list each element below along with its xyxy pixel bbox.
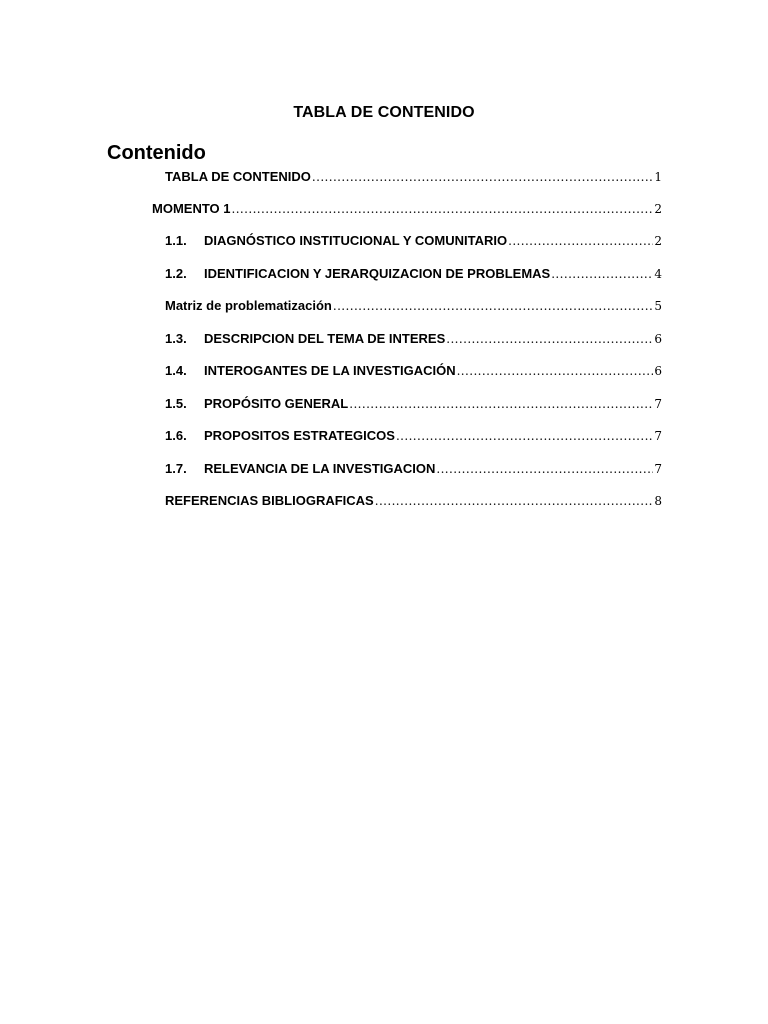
toc-dot-leader xyxy=(508,234,653,248)
toc-page-number: 8 xyxy=(654,494,662,508)
toc-dot-leader xyxy=(349,397,653,411)
toc-dot-leader xyxy=(551,267,653,281)
toc-entry-text: IDENTIFICACION Y JERARQUIZACION DE PROBLEMAS xyxy=(204,266,551,281)
toc-page-number: 7 xyxy=(654,397,662,411)
toc-page-number: 6 xyxy=(654,332,662,346)
toc-entry-referencias[interactable] xyxy=(165,493,662,511)
toc-page-number: 2 xyxy=(654,234,662,248)
toc-entry-text: PROPÓSITO GENERAL xyxy=(204,396,349,411)
toc-entry-1-4[interactable] xyxy=(165,363,662,381)
toc-page-number: 7 xyxy=(654,462,662,476)
toc-entry-1-1[interactable] xyxy=(165,233,662,251)
toc-entry-1-3[interactable] xyxy=(165,331,662,349)
toc-page-number: 6 xyxy=(654,364,662,378)
toc-entry-text: PROPOSITOS ESTRATEGICOS xyxy=(204,428,395,443)
toc-page-number: 5 xyxy=(654,299,662,313)
toc-page-number: 1 xyxy=(654,170,662,184)
toc-entry-1-6[interactable] xyxy=(165,428,662,446)
toc-dot-leader xyxy=(446,332,653,346)
document-title: TABLA DE CONTENIDO xyxy=(293,104,475,121)
toc-entry-text: INTEROGANTES DE LA INVESTIGACIÓN xyxy=(204,363,456,378)
toc-entry-number: 1.1. xyxy=(165,233,187,248)
toc-entry-1-7[interactable] xyxy=(165,461,662,479)
toc-entry-number: 1.2. xyxy=(165,266,187,281)
toc-dot-leader xyxy=(232,202,654,216)
toc-heading: Contenido xyxy=(107,142,206,164)
toc-entry-number: 1.7. xyxy=(165,461,187,476)
toc-entry-text: DIAGNÓSTICO INSTITUCIONAL Y COMUNITARIO xyxy=(204,233,508,248)
toc-entry-text: DESCRIPCION DEL TEMA DE INTERES xyxy=(204,331,446,346)
toc-entry-matriz[interactable] xyxy=(165,298,662,316)
toc-entry-text: Matriz de problematización xyxy=(165,298,332,313)
toc-page-number: 4 xyxy=(654,267,662,281)
toc-entry-1-5[interactable] xyxy=(165,396,662,414)
toc-dot-leader xyxy=(436,462,653,476)
toc-dot-leader xyxy=(396,429,653,443)
toc-page-number: 7 xyxy=(654,429,662,443)
toc-dot-leader xyxy=(457,364,654,378)
toc-dot-leader xyxy=(312,170,653,184)
toc-entry-text: RELEVANCIA DE LA INVESTIGACION xyxy=(204,461,436,476)
toc-entry-text: REFERENCIAS BIBLIOGRAFICAS xyxy=(165,493,374,508)
toc-entry-number: 1.4. xyxy=(165,363,187,378)
toc-entry-tabla-de-contenido[interactable] xyxy=(165,169,662,187)
toc-dot-leader xyxy=(375,494,654,508)
toc-entry-1-2[interactable] xyxy=(165,266,662,284)
toc-entry-number: 1.6. xyxy=(165,428,187,443)
toc-dot-leader xyxy=(333,299,653,313)
toc-entry-momento-1[interactable] xyxy=(152,201,662,219)
toc-entry-text: MOMENTO 1 xyxy=(152,201,231,216)
toc-entry-text: TABLA DE CONTENIDO xyxy=(165,169,311,184)
toc-entry-number: 1.3. xyxy=(165,331,187,346)
toc-entry-number: 1.5. xyxy=(165,396,187,411)
toc-page-number: 2 xyxy=(654,202,662,216)
